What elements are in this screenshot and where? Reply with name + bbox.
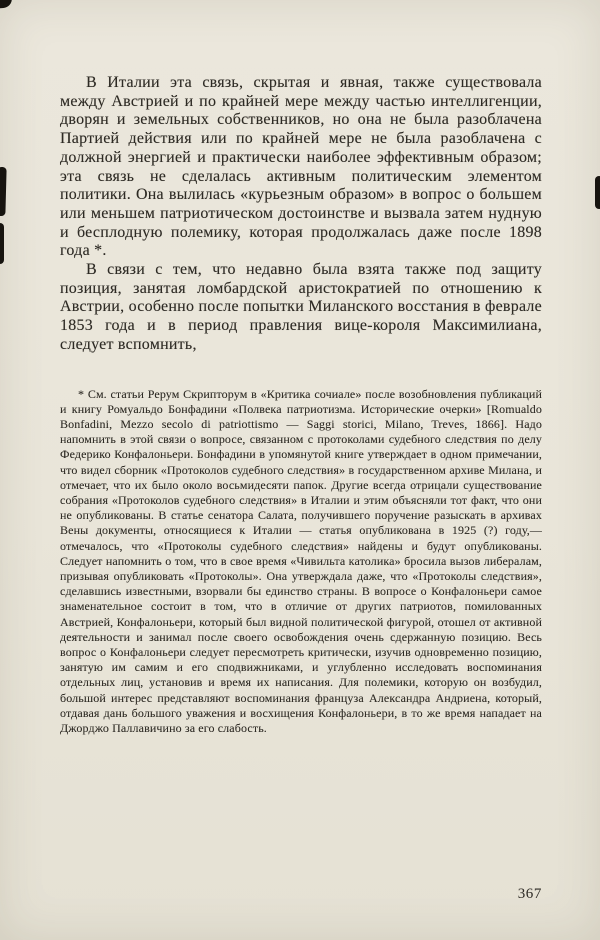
scan-artifact-left-edge-upper xyxy=(0,167,7,216)
body-paragraph-2: В связи с тем, что недавно была взята также под защиту позиция, занятая ломбардской аристократией по отношению к Австрии, особенно после попытки Миланского восстания в феврале 1853 года и в период правления вице-короля Максимилиана, следует вспомнить, xyxy=(60,261,542,353)
page-number: 367 xyxy=(517,886,542,902)
footnote-text: * См. статьи Рерум Скрипторум в «Критика сочиале» после возобновления публикаций и книгу Ромуальдо Бонфадини «Полвека патриотизма. Исторические очерки» [Romualdo Bonfadini, Mezzo secolo di patriottismo — Saggi storici, Milano, Treves, 1866]. Надо напомнить в этой связи о вопросе, связанном с протоколами судебного следствия по делу Федерико Конфалоньери. Бонфадини в упомянутой книге утверждает в одном примечании, что видел сборник «Протоколов судебного следствия» в государственном архиве Милана, и отмечает, что их было около восьмидесяти папок. Другие всегда отрицали существование собрания «Протоколов судебного следствия» в Италии и этим объясняли тот факт, что они не опубликованы. В статье сенатора Салата, получившего поручение разыскать в архивах Вены документы, относящиеся к Италии — статья опубликована в 1925 (?) году,— отмечалось, что «Протоколы судебного следствия» найдены и будут опубликованы. Следует напомнить о том, что в свое время «Чивильта католика» бросила вызов либералам, призывая опубликовать «Протоколы». Она утверждала даже, что «Протоколы следствия», сделавшись известными, взорвали бы единство страны. В вопросе о Конфалоньери самое знаменательное состоит в том, что в отличие от других патриотов, помилованных Австрией, Конфалоньери, который был видной политической фигурой, отошел от активной деятельности и занимал после своего освобождения очень сдержанную позицию. Весь вопрос о Конфалоньери следует пересмотреть критически, изучив одновременно позицию, занятую им самим и его сподвижниками, и углубленно исследовать воспоминания отдельных лиц, установив и время их написания. Для полемики, которую он возбудил, большой интерес представляют воспоминания француза Александра Андриена, который, отдавая дань большого уважения и восхищения Конфалоньери, в то же время нападает на Джорджо Паллавичино за его слабость. xyxy=(60,386,542,736)
page-text-block xyxy=(60,74,542,736)
body-paragraph-1: В Италии эта связь, скрытая и явная, также существовала между Австрией и по крайней мере между частью интеллигенции, дворян и земельных собственников, но она не была разоблачена Партией действия или по крайней мере не была разоблачена с должной энергией и практически наиболее эффективным образом; эта связь не сделалась активным политическим элементом политики. Она вылилась «курьезным образом» в вопрос о большем или меньшем патриотическом достоинстве и вызвала затем нудную и бесплодную полемику, которая продолжалась даже после 1898 года *. xyxy=(60,74,542,260)
scan-artifact-left-edge-lower xyxy=(0,223,4,264)
scan-artifact-top-left-corner xyxy=(0,0,12,9)
scan-artifact-right-edge xyxy=(595,176,600,209)
